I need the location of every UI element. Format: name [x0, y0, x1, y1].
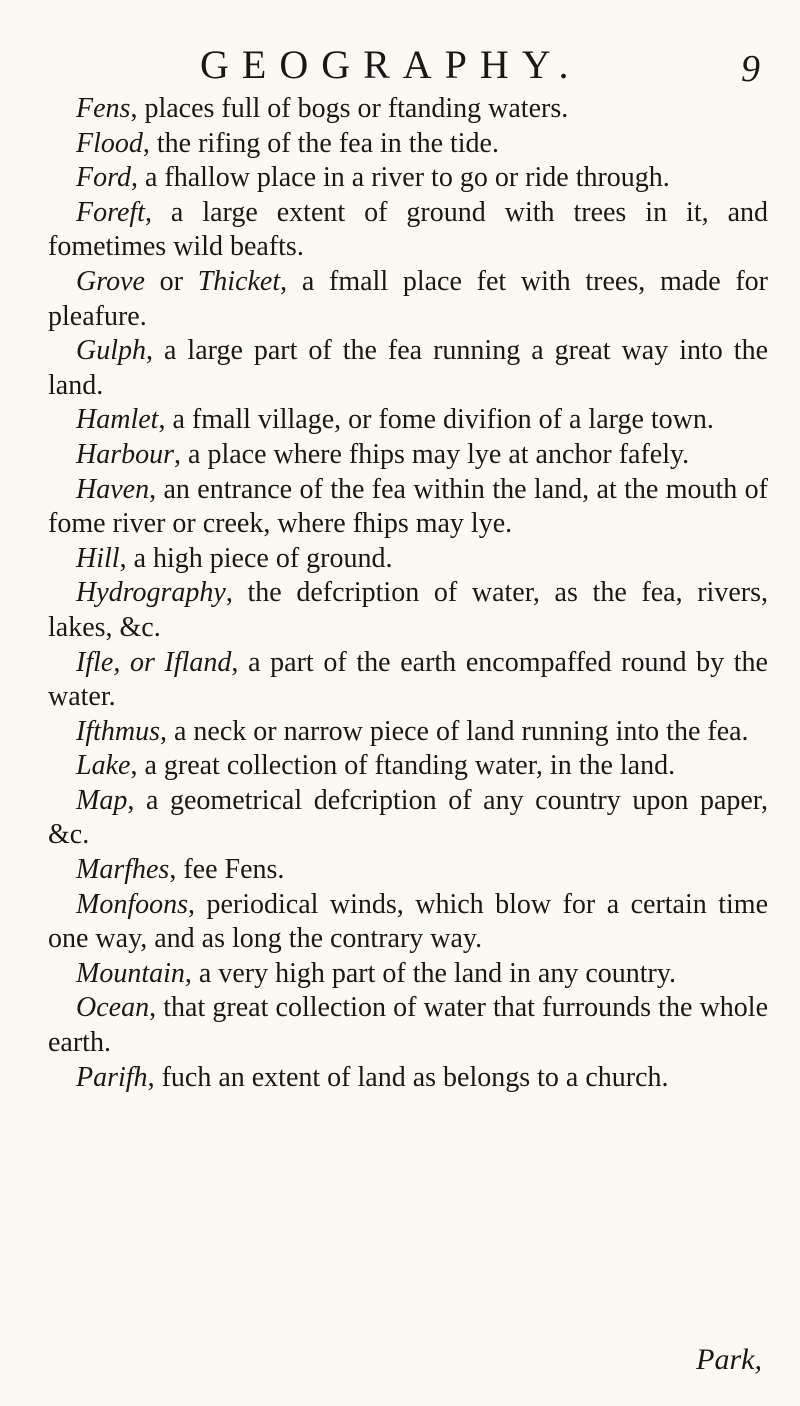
- entry-term: Map: [76, 784, 128, 816]
- entry-definition: , a fmall place fet with trees, made for pleafure.: [48, 265, 768, 332]
- entry-term: Parifh: [76, 1061, 148, 1093]
- entry-term: Foreft: [76, 196, 145, 228]
- entry-alt-term: Thicket: [197, 265, 281, 297]
- glossary-entry: [48, 403, 768, 438]
- glossary-entry: [48, 784, 768, 853]
- entry-connector: or: [144, 265, 198, 297]
- entry-term: Hill: [76, 542, 120, 574]
- entry-definition: , a high piece of ground.: [119, 542, 393, 574]
- entry-definition: , that great collection of water that furrounds the whole earth.: [48, 992, 768, 1059]
- glossary-entry: [48, 473, 768, 542]
- entry-definition: , a very high part of the land in any country.: [184, 957, 677, 989]
- glossary-entry: [48, 334, 768, 403]
- glossary-entry: [48, 196, 768, 265]
- entry-term: Monfoons: [76, 888, 188, 920]
- entry-definition: , a large part of the fea running a great way into the land.: [48, 335, 768, 401]
- entry-term: Ford: [76, 162, 131, 194]
- entry-definition: , a fhallow place in a river to go or ride through.: [130, 162, 670, 194]
- entry-definition: , fuch an extent of land as belongs to a church.: [147, 1061, 669, 1093]
- entry-definition: , a great collection of ftanding water, in the land.: [130, 750, 676, 782]
- glossary-entry: [48, 542, 768, 577]
- glossary-entry: [48, 438, 768, 473]
- glossary-entry: [48, 92, 768, 127]
- glossary-entry: [48, 991, 768, 1060]
- glossary-entry: [48, 576, 768, 645]
- entry-term: Harbour: [76, 438, 175, 470]
- page-number: 9: [741, 48, 760, 90]
- entry-term: Flood: [76, 127, 143, 159]
- glossary-entry: [48, 127, 768, 162]
- entry-term: Marfhes: [76, 854, 170, 886]
- entry-term: Ifthmus: [76, 715, 160, 747]
- entry-definition: , periodical winds, which blow for a certain time one way, and as long the contrary way.: [48, 888, 768, 955]
- running-head: GEOGRAPHY.: [200, 42, 582, 87]
- glossary-body: [48, 92, 768, 1095]
- entry-term: Grove: [76, 265, 145, 297]
- entry-term: Haven: [76, 473, 150, 505]
- entry-definition: , fee Fens.: [169, 854, 285, 886]
- entry-definition: , a part of the earth encompaffed round by the water.: [48, 646, 768, 713]
- catchword: Park,: [696, 1343, 762, 1376]
- entry-alt-term: Ifland: [164, 646, 232, 678]
- entry-definition: , a large extent of ground with trees in it, and fometimes wild beafts.: [48, 196, 768, 263]
- glossary-entry: [48, 265, 768, 334]
- entry-definition: , the defcription of water, as the fea, rivers, lakes, &c.: [48, 577, 768, 643]
- entry-term: Ifle: [76, 646, 114, 678]
- glossary-entry: [48, 646, 768, 715]
- entry-term: Lake: [76, 750, 131, 782]
- entry-term: Hydrography: [76, 577, 226, 609]
- entry-term: Fens: [76, 93, 131, 124]
- glossary-entry: [48, 749, 768, 784]
- entry-definition: , an entrance of the fea within the land, at the mouth of fome river or creek, where fhips may lye.: [48, 473, 768, 540]
- entry-term: Gulph: [76, 335, 146, 367]
- glossary-entry: [48, 1061, 768, 1096]
- glossary-entry: [48, 853, 768, 888]
- glossary-entry: [48, 715, 768, 750]
- entry-definition: , a neck or narrow piece of land running into the fea.: [160, 715, 749, 747]
- entry-definition: , a fmall village, or fome divifion of a large town.: [158, 404, 714, 436]
- entry-definition: , places full of bogs or ftanding waters.: [130, 93, 569, 124]
- entry-term: Hamlet: [76, 404, 159, 436]
- glossary-entry: [48, 161, 768, 196]
- glossary-entry: [48, 957, 768, 992]
- entry-definition: , the rifing of the fea in the tide.: [142, 127, 499, 159]
- entry-connector: , or: [113, 646, 165, 678]
- entry-definition: , a geometrical defcription of any country upon paper, &c.: [48, 784, 768, 851]
- entry-term: Ocean: [76, 992, 150, 1024]
- entry-term: Mountain: [76, 957, 185, 989]
- entry-definition: , a place where fhips may lye at anchor fafely.: [174, 438, 690, 470]
- page-header: [200, 40, 760, 90]
- glossary-entry: [48, 888, 768, 957]
